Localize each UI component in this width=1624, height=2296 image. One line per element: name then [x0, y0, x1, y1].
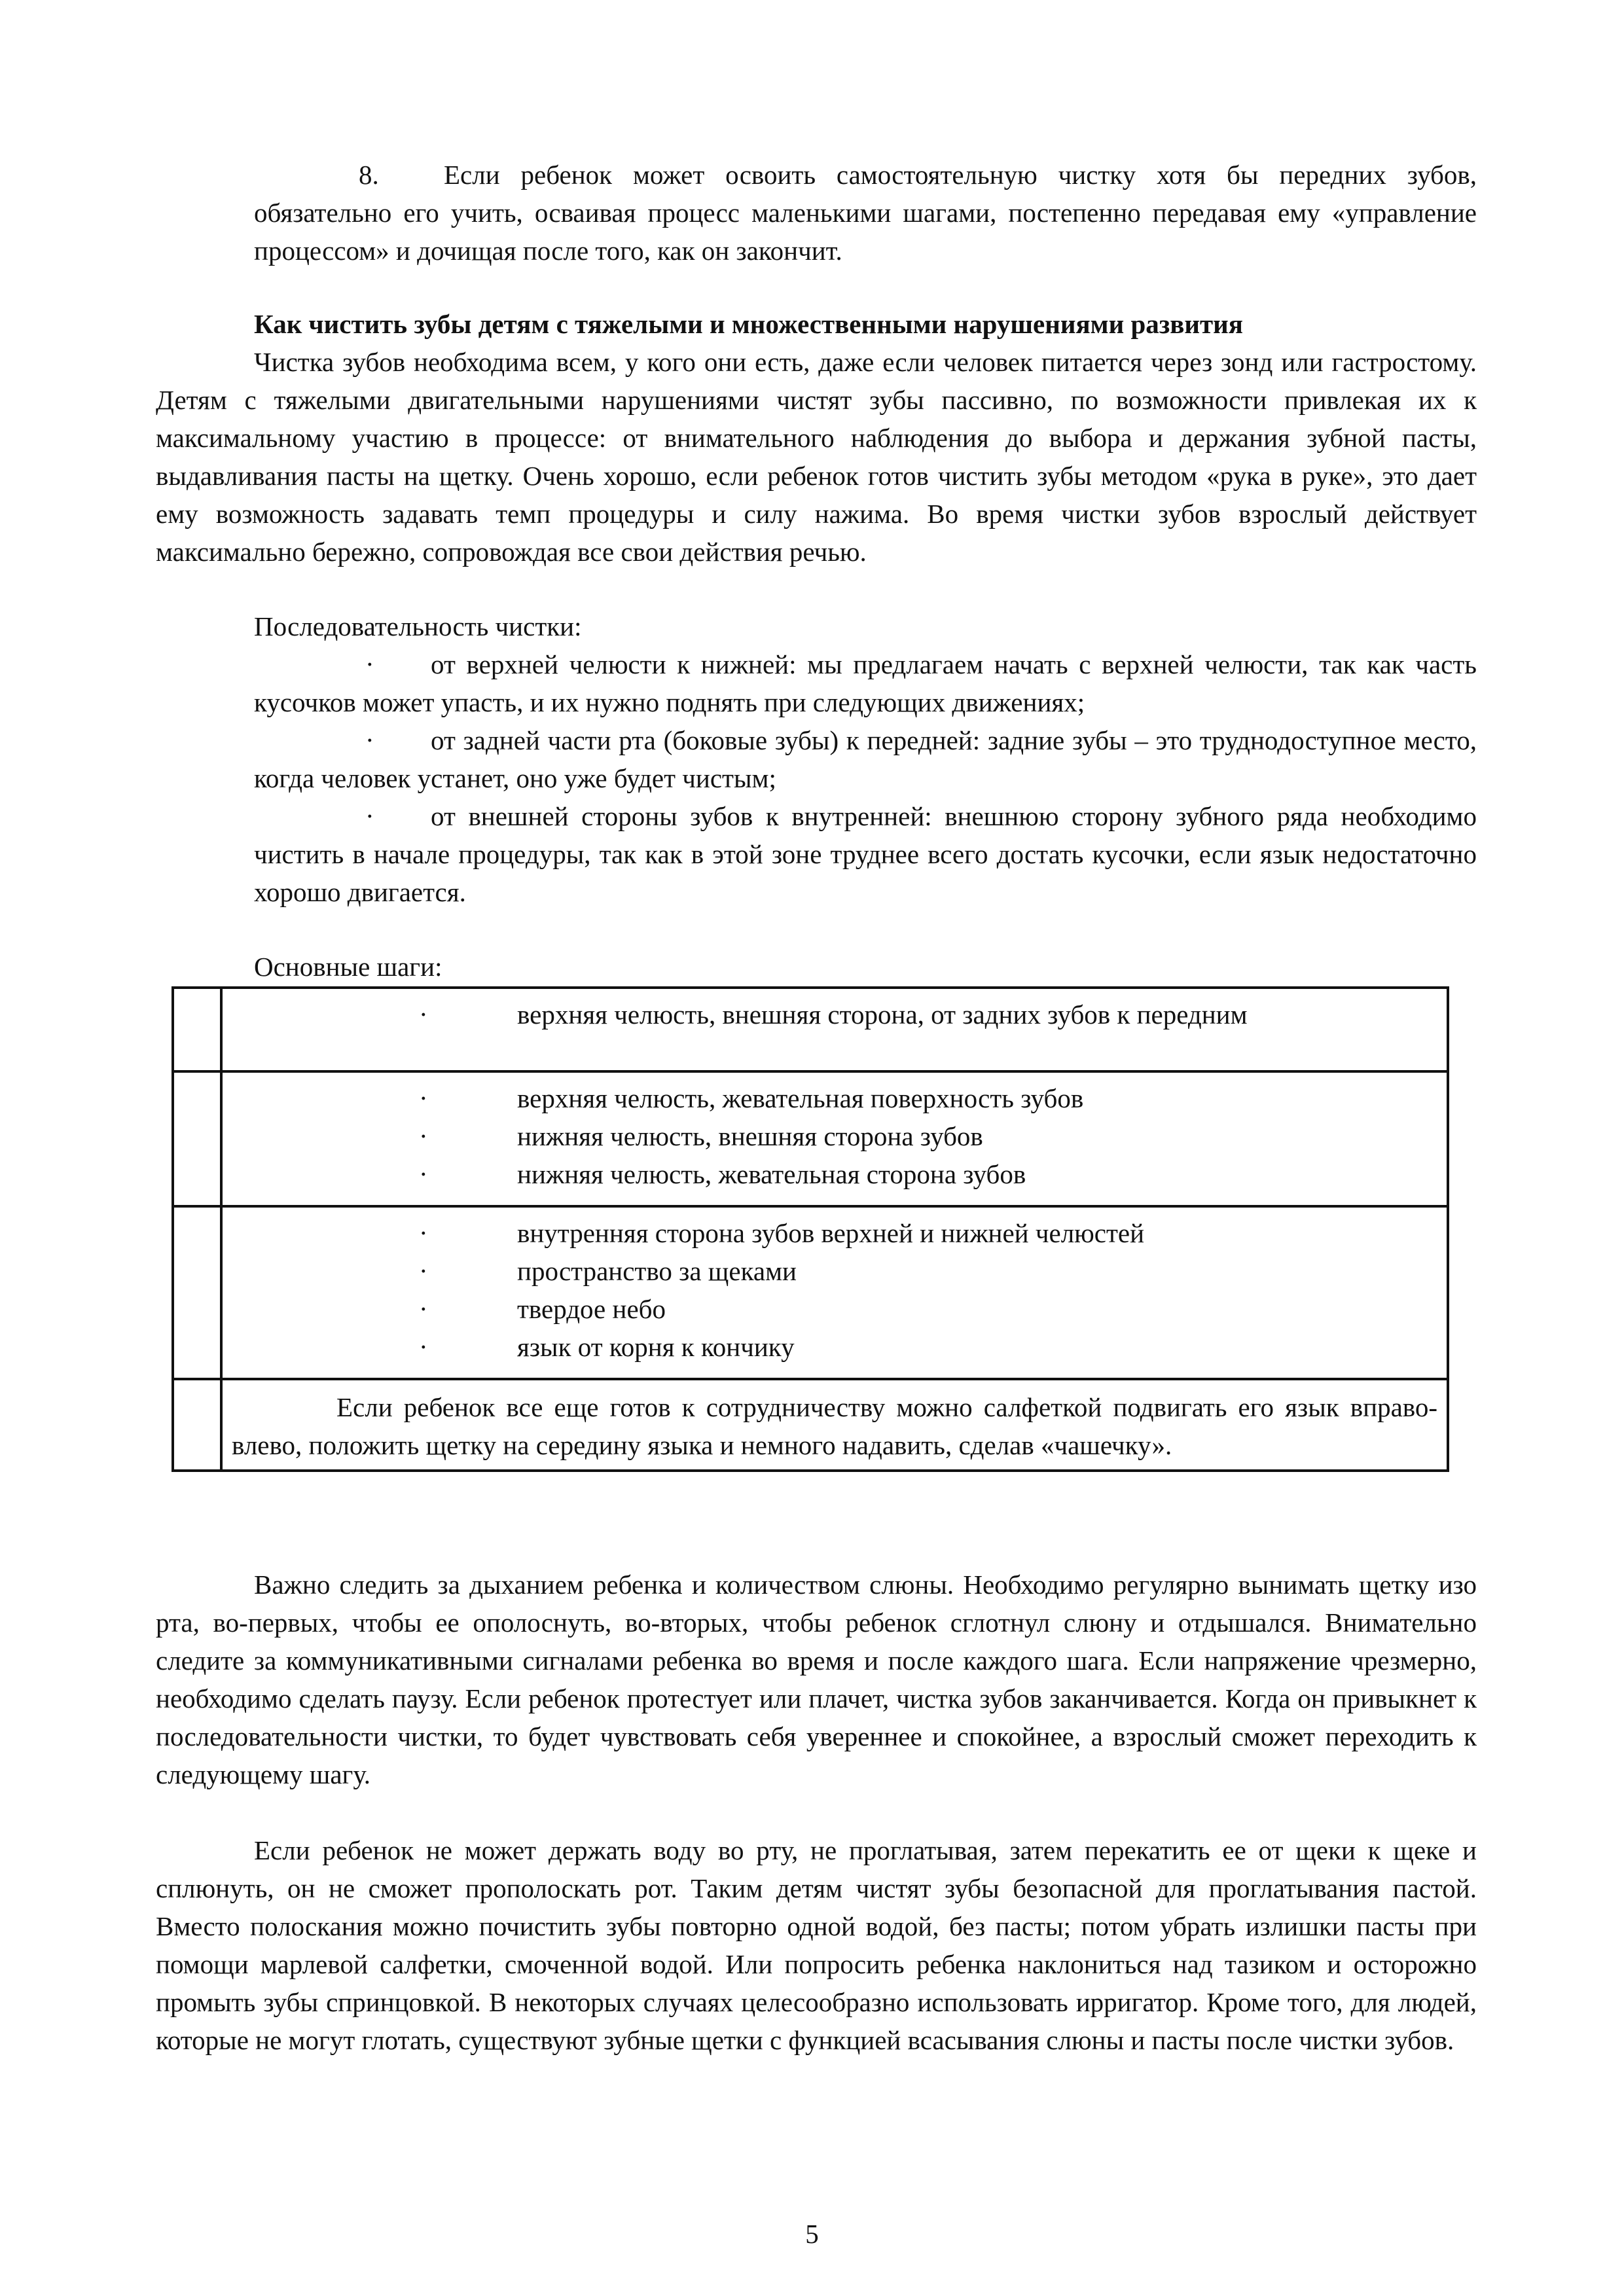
bullet-dot: · — [419, 1332, 428, 1362]
bullet-dot: · — [419, 1083, 428, 1113]
step-item-text: пространство за щеками — [517, 1256, 797, 1286]
steps-table — [171, 986, 1449, 1472]
step-item — [223, 1155, 1447, 1193]
bullet-dot: · — [365, 725, 374, 755]
sequence-item — [254, 645, 1477, 721]
table-row — [173, 988, 1448, 1071]
list-item-number: 8. — [359, 160, 379, 190]
bullet-dot: · — [419, 1159, 428, 1189]
row-number-cell — [173, 1071, 221, 1206]
row-number-cell — [173, 1206, 221, 1379]
step-item-text: верхняя челюсть, жевательная поверхность зубов — [517, 1083, 1084, 1113]
bullet-dot: · — [419, 1256, 428, 1286]
paragraph-breathing: Важно следить за дыханием ребенка и количеством слюны. Необходимо регулярно вынимать щетку изо рта, во-первых, чтобы ее ополоснуть, во-вторых, чтобы ребенок сглотнул слюну и отдышался. Внимательно следите за коммуникативными сигналами ребенка во время и после каждого шага. Если напряжение чрезмерно, необходимо сделать паузу. Если ребенок протестует или плачет, чистка зубов заканчивается. Когда он привыкнет к последовательности чистки, то будет чувствовать себя увереннее и спокойнее, а взрослый сможет переходить к следующему шагу. — [156, 1570, 1477, 1789]
sequence-title: Последовательность чистки: — [254, 611, 582, 641]
row-content-cell — [221, 1071, 1448, 1206]
step-item — [223, 1214, 1447, 1252]
list-item-8 — [254, 156, 1477, 270]
bullet-dot: · — [419, 999, 428, 1030]
row-content-cell — [221, 1206, 1448, 1379]
step-item-text: внутренняя сторона зубов верхней и нижней челюстей — [517, 1218, 1145, 1248]
table-row — [173, 1206, 1448, 1379]
bullet-dot: · — [419, 1218, 428, 1248]
step-item-text: язык от корня к кончику — [517, 1332, 795, 1362]
sequence-item-text: от верхней челюсти к нижней: мы предлагаем начать с верхней челюсти, так как часть кусочков может упасть, и их нужно поднять при следующих движениях; — [254, 649, 1477, 717]
step-item-text: нижняя челюсть, внешняя сторона зубов — [517, 1121, 983, 1151]
step-item — [223, 996, 1447, 1033]
sequence-item-text: от задней части рта (боковые зубы) к передней: задние зубы – это труднодоступное место, когда человек устанет, оно уже будет чистым; — [254, 725, 1477, 793]
steps-note: Если ребенок все еще готов к сотрудничеству можно салфеткой подвигать его язык вправо-влево, положить щетку на середину языка и немного надавить, сделав «чашечку». — [221, 1379, 1448, 1471]
table-row — [173, 1379, 1448, 1471]
list-item-text: Если ребенок может освоить самостоятельную чистку хотя бы передних зубов, обязательно его учить, осваивая процесс маленькими шагами, постепенно передавая ему «управление процессом» и дочищая после того, как он закончит. — [254, 160, 1477, 266]
step-item-text: верхняя челюсть, внешняя сторона, от задних зубов к передним — [517, 999, 1248, 1030]
section-heading: Как чистить зубы детям с тяжелыми и множественными нарушениями развития — [254, 309, 1243, 339]
bullet-dot: · — [419, 1121, 428, 1151]
sequence-item — [254, 797, 1477, 911]
step-item — [223, 1290, 1447, 1328]
sequence-item — [254, 721, 1477, 797]
bullet-dot: · — [419, 1294, 428, 1324]
row-number-cell — [173, 1379, 221, 1471]
sequence-item-text: от внешней стороны зубов к внутренней: внешнюю сторону зубного ряда необходимо чистить в начале процедуры, так как в этой зоне труднее всего достать кусочки, если язык недостаточно хорошо двигается. — [254, 801, 1477, 907]
steps-title: Основные шаги: — [254, 952, 442, 982]
table-row — [173, 1071, 1448, 1206]
row-number-cell — [173, 988, 221, 1071]
step-item — [223, 1328, 1447, 1366]
bullet-dot: · — [365, 801, 374, 831]
step-item-text: твердое небо — [517, 1294, 666, 1324]
step-item — [223, 1117, 1447, 1155]
step-item — [223, 1079, 1447, 1117]
step-item — [223, 1252, 1447, 1290]
bullet-dot: · — [365, 649, 374, 679]
paragraph-rinsing: Если ребенок не может держать воду во рту, не проглатывая, затем перекатить ее от щеки к щеке и сплюнуть, он не сможет прополоскать рот. Таким детям чистят зубы безопасной для проглатывания пастой. Вместо полоскания можно почистить зубы повторно одной водой, без пасты; потом убрать излишки пасты при помощи марлевой салфетки, смоченной водой. Или попросить ребенка наклониться над тазиком и осторожно промыть зубы спринцовкой. В некоторых случаях целесообразно использовать ирригатор. Кроме того, для людей, которые не могут глотать, существуют зубные щетки с функцией всасывания слюны и пасты после чистки зубов. — [156, 1835, 1477, 2055]
row-content-cell — [221, 988, 1448, 1071]
step-item-text: нижняя челюсть, жевательная сторона зубов — [517, 1159, 1026, 1189]
intro-paragraph: Чистка зубов необходима всем, у кого они есть, даже если человек питается через зонд или гастростому. Детям с тяжелыми двигательными нарушениями чистят зубы пассивно, по возможности привлекая их к максимальному участию в процессе: от внимательного наблюдения до выбора и держания зубной пасты, выдавливания пасты на щетку. Очень хорошо, если ребенок готов чистить зубы методом «рука в руке», это дает ему возможность задавать темп процедуры и силу нажима. Во время чистки зубов взрослый действует максимально бережно, сопровождая все свои действия речью. — [156, 347, 1477, 567]
page-number: 5 — [805, 2219, 819, 2249]
